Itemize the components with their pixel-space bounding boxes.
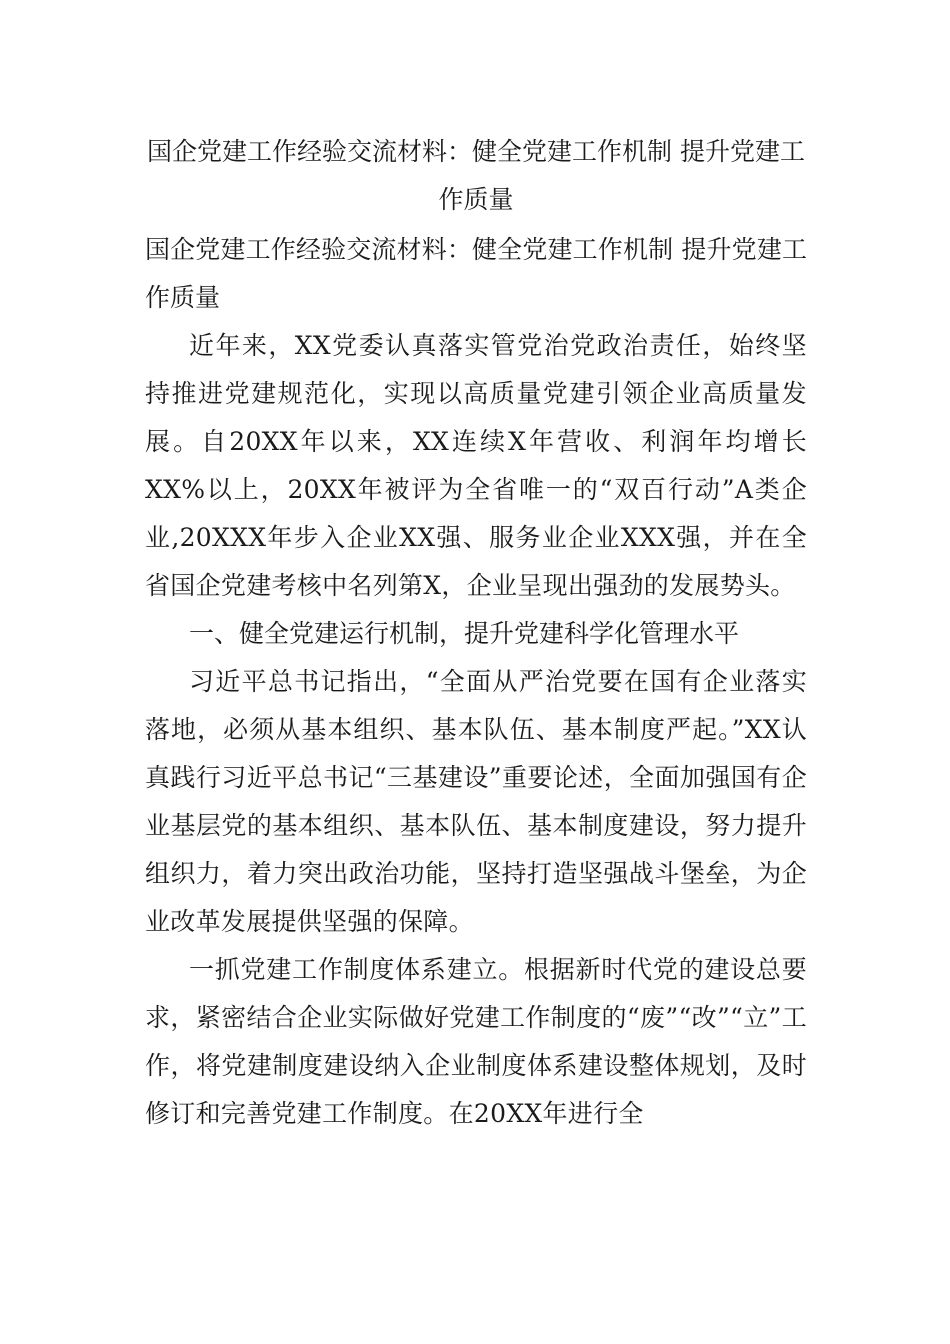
section-heading-1: 一、健全党建运行机制，提升党建科学化管理水平 [189, 619, 740, 648]
paragraph-system: 一抓党建工作制度体系建立。根据新时代党的建设总要求，紧密结合企业实际做好党建工作制度的“废”“改”“立”工作，将党建制度建设纳入企业制度体系建设整体规划，及时修订和完善党建工作制度。在20XX年进行全 [145, 955, 807, 1128]
paragraph-quote: 习近平总书记指出，“全面从严治党要在国有企业落实落地，必须从基本组织、基本队伍、基本制度严起。”XX认真践行习近平总书记“三基建设”重要论述，全面加强国有企业基层党的基本组织、基本队伍、基本制度建设，努力提升组织力，着力突出政治功能，坚持打造坚强战斗堡垒，为企业改革发展提供坚强的保障。 [145, 667, 807, 936]
document-subtitle: 国企党建工作经验交流材料：健全党建工作机制 提升党建工作质量 [145, 235, 807, 312]
document-page [145, 128, 807, 1138]
document-title: 国企党建工作经验交流材料：健全党建工作机制 提升党建工作质量 [147, 137, 805, 214]
paragraph-intro: 近年来，XX党委认真落实管党治党政治责任，始终坚持推进党建规范化，实现以高质量党建引领企业高质量发展。自20XX年以来，XX连续X年营收、利润年均增长XX%以上，20XX年被评为全省唯一的“双百行动”A类企业,20XXX年步入企业XX强、服务业企业XXX强，并在全省国企党建考核中名列第X，企业呈现出强劲的发展势头。 [145, 331, 807, 600]
